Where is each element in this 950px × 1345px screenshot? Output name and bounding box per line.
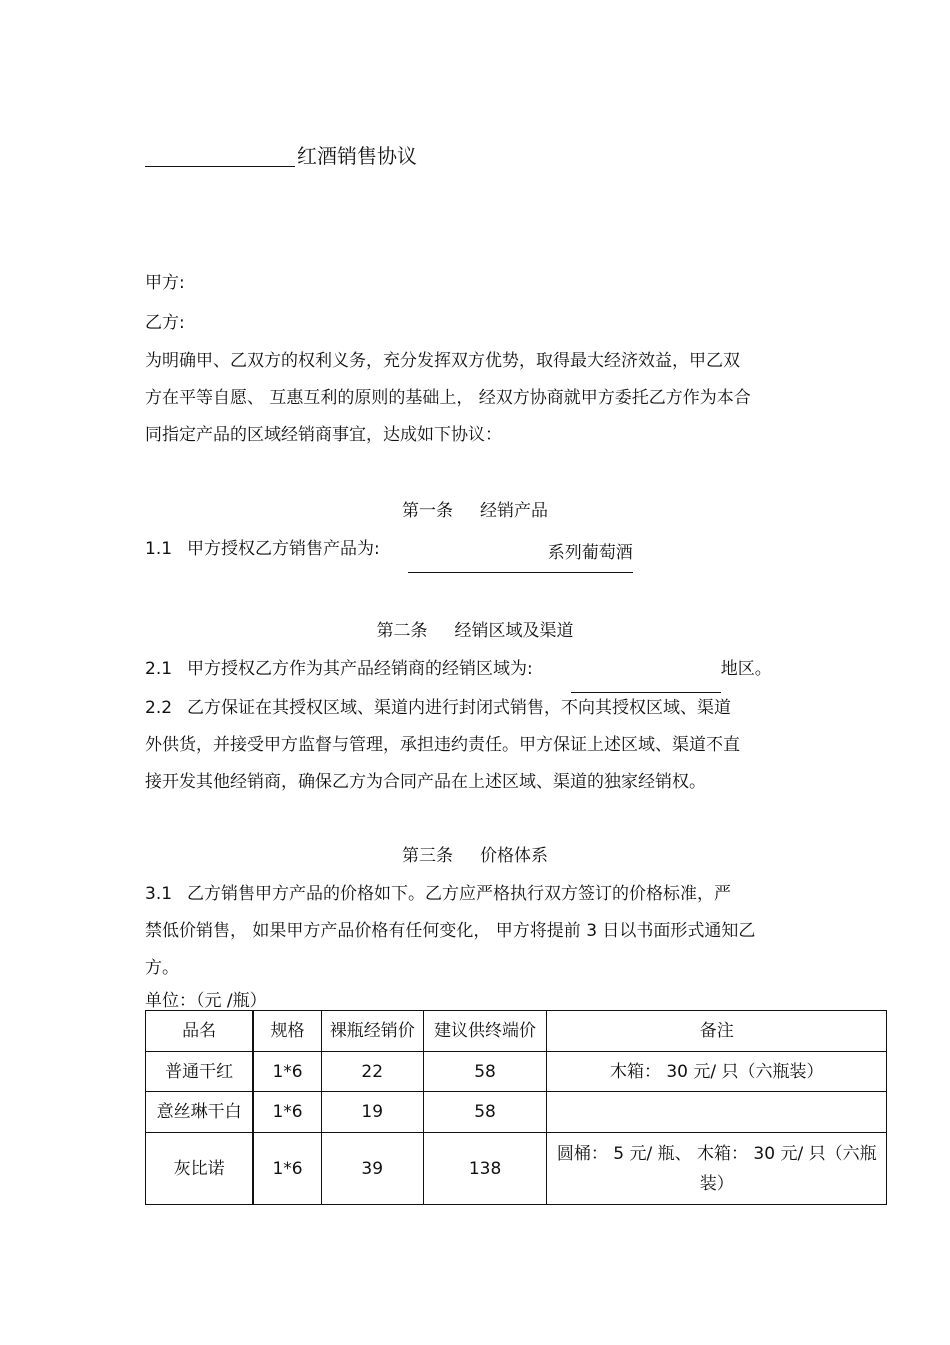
header-cell: 品名 (146, 1011, 254, 1052)
table-row (146, 1092, 887, 1133)
clause-2-2 (145, 690, 740, 801)
party-b-label: 乙方: (145, 313, 185, 333)
clause-suffix: 地区。 (720, 659, 772, 679)
table-cell: 19 (321, 1092, 423, 1133)
article-2-heading: 第二条 经销区域及渠道 (376, 621, 574, 641)
clause-line: 接开发其他经销商，确保乙方为合同产品在上述区域、渠道的独家经销权。 (145, 772, 706, 792)
table-header-row (146, 1011, 887, 1052)
table-cell: 圆桶： 5 元/ 瓶、 木箱： 30 元/ 只（六瓶装） (547, 1133, 887, 1205)
product-fill-in: 系列葡萄酒 (408, 535, 633, 573)
table-cell: 138 (423, 1133, 547, 1205)
preamble-line: 为明确甲、乙双方的权利义务，充分发挥双方优势，取得最大经济效益，甲乙双 (145, 351, 740, 371)
clause-line: 方。 (145, 958, 179, 978)
party-a-label: 甲方: (145, 273, 185, 293)
clause-1-1 (145, 531, 633, 573)
clause-number: 1.1 (145, 539, 173, 559)
table-cell: 22 (321, 1052, 423, 1092)
unit-label: 单位：（元 /瓶） (145, 991, 267, 1011)
header-cell: 裸瓶经销价 (321, 1011, 423, 1052)
table-cell: 39 (321, 1133, 423, 1205)
clause-number: 2.1 (145, 659, 173, 679)
table-cell: 木箱： 30 元/ 只（六瓶装） (547, 1052, 887, 1092)
clause-line: 禁低价销售， 如果甲方产品价格有任何变化， 甲方将提前 3 日以书面形式通知乙 (145, 921, 756, 941)
header-cell: 建议供终端价 (423, 1011, 547, 1052)
preamble-line: 同指定产品的区域经销商事宜，达成如下协议： (145, 425, 502, 445)
clause-2-1 (145, 651, 772, 693)
clause-number: 3.1 (145, 884, 173, 904)
region-blank-line (571, 655, 721, 693)
price-table (145, 1010, 887, 1205)
clause-3-1 (145, 876, 755, 987)
title-blank-line (145, 166, 295, 167)
clause-line: 乙方销售甲方产品的价格如下。乙方应严格执行双方签订的价格标准，严 (187, 884, 731, 904)
preamble-line: 方在平等自愿、 互惠互利的原则的基础上， 经双方协商就甲方委托乙方作为本合 (145, 388, 751, 408)
table-cell: 58 (423, 1052, 547, 1092)
article-1-heading: 第一条 经销产品 (401, 501, 549, 521)
header-cell: 规格 (253, 1011, 321, 1052)
clause-text: 甲方授权乙方作为其产品经销商的经销区域为: (187, 659, 533, 679)
table-cell: 1*6 (253, 1133, 321, 1205)
preamble (145, 343, 751, 454)
table-row (146, 1052, 887, 1092)
table-cell (547, 1092, 887, 1133)
page-title (145, 140, 417, 169)
title-text: 红酒销售协议 (297, 144, 417, 168)
header-cell: 备注 (547, 1011, 887, 1052)
table-cell: 灰比诺 (146, 1133, 254, 1205)
table-cell: 1*6 (253, 1052, 321, 1092)
clause-line: 乙方保证在其授权区域、渠道内进行封闭式销售，不向其授权区域、渠道 (187, 698, 731, 718)
table-cell: 1*6 (253, 1092, 321, 1133)
article-3-heading: 第三条 价格体系 (401, 846, 549, 866)
table-cell: 58 (423, 1092, 547, 1133)
table-cell: 普通干红 (146, 1052, 254, 1092)
table-row (146, 1133, 887, 1205)
table-cell: 意丝琳干白 (146, 1092, 254, 1133)
clause-number: 2.2 (145, 698, 173, 718)
clause-text: 甲方授权乙方销售产品为: (187, 539, 380, 559)
clause-line: 外供货，并接受甲方监督与管理，承担违约责任。甲方保证上述区域、渠道不直 (145, 735, 740, 755)
